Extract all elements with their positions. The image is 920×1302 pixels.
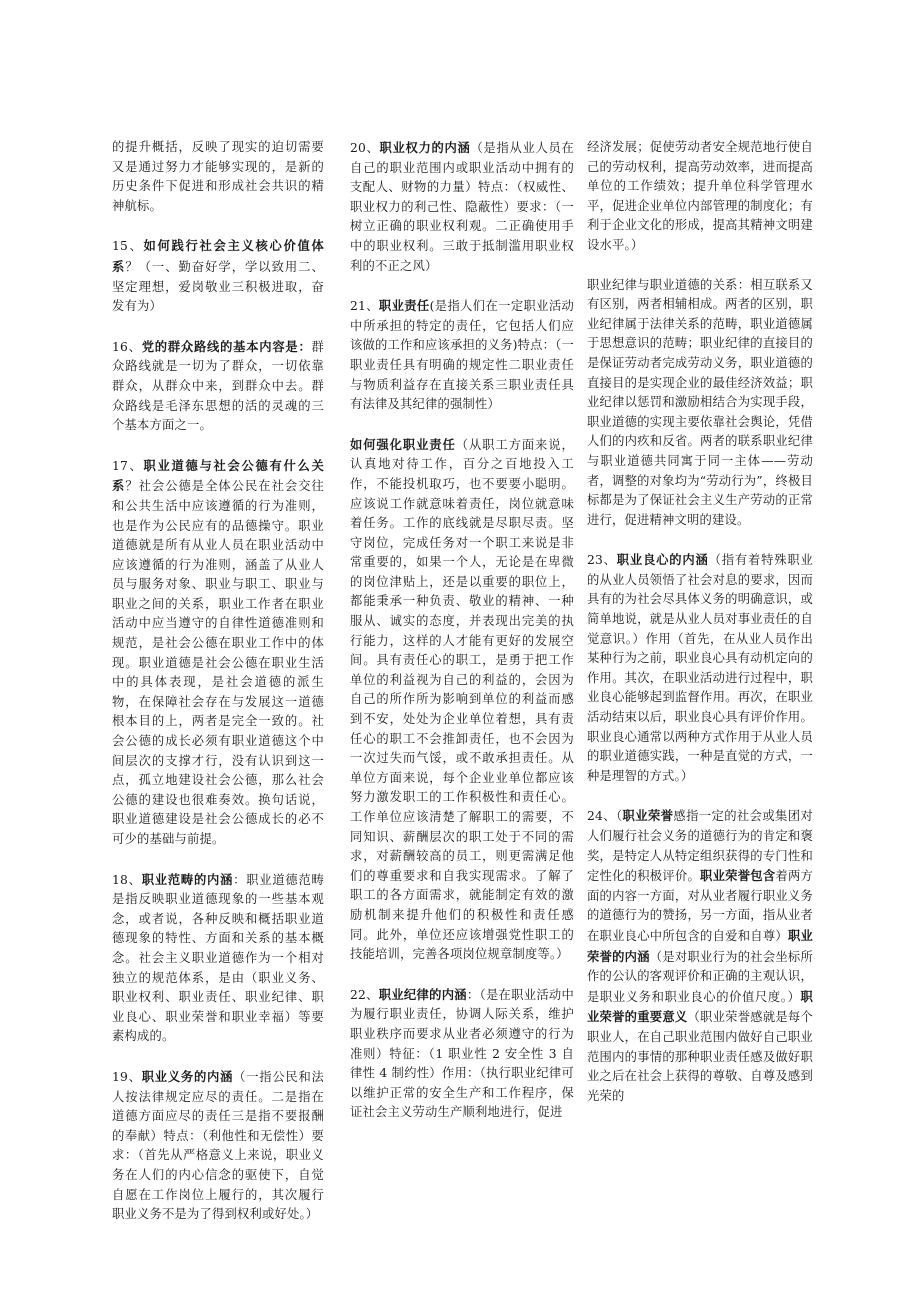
body-text: 19、 [112,1069,142,1084]
text-column-1 [112,138,324,1245]
bold-heading-text: 职业权力的内涵 [379,140,471,155]
paragraph [112,870,324,1047]
text-column-3 [587,138,813,1126]
bold-heading-text: 职业荣誉 [622,808,674,824]
body-text: 16、 [112,339,142,354]
paragraph [587,806,813,1106]
paragraph [350,435,574,965]
body-text: 经济发展；促使劳动者安全规范地行使自己的劳动权利，提高劳动效率，进而提高单位的工作绩效；提升单位科学管理水平，促进企业单位内部管理的制度化；有利于企业文化的形成，提高其精神文明建设水平。） [587,140,813,252]
paragraph [350,138,574,276]
body-text: （指有着特殊职业的从业人员领悟了社会对息的要求，因而具有的为社会尽具体义务的明确意识，或简单地说，就是从业人员对事业责任的自觉意识。）作用（首先，在从业人员作出某种行为之前，职业良心具有动机定向的作用。其次，在职业活动进行过程中，职业良心能够起到监督作用。再次，在职业活动结束以后，职业良心具有评价作用。职业良心通常以两种方式作用于从业人员的职业道德实践，一种是直觉的方式，一种是理智的方式。） [587,553,813,783]
bold-heading-text: 如何践行社会主义核心价值体系 [112,238,324,274]
paragraph [587,276,813,531]
body-text: （一指公民和法人按法律规定应尽的责任。二是指在道德方面应尽的责任三是指不要报酬的奉献）特点：（利他性和无偿性）要求：（首先从严格意义上来说，职业义务在人们的内心信念的驱使下，自觉自愿在工作岗位上履行的，其次履行职业义务不是为了得到权利或好处。） [112,1069,325,1222]
body-text: （从职工方面来说，认真地对待工作，百分之百地投入工作，不能投机取巧，也不要要小聪明。应该说工作就意味着责任，岗位就意味着任务。工作的底线就是尽职尽责。坚守岗位，完成任务对一个职工来说是非常重要的，如果一个人，无论是在卑微的岗位津贴上，还是以重要的职位上，都能秉承一种负责、敬业的精神、一种服从、诚实的态度，并表现出完美的执行能力，这样的人才能有更好的发展空间。具有责任心的职工，是勇于把工作单位的利益视为自己的利益的，会因为自己的所作所为影响到单位的利益而感到不安，处处为企业单位着想，具有责任心的职工不会推卸责任，也不会因为一次过失而气馁，或不敢承担责任。从单位方面来说，每个企业业单位都应该努力激发职工的工作积极性和责任心。工作单位应该清楚了解职工的需要，不同知识、薪酬层次的职工处于不同的需求，对薪酬较高的员工，则更需满足他们的尊重要求和自我实现需求。了解了职工的各方面需求，就能制定有效的激励机制来提升他们的积极性和责任感同。此外，单位还应该增强党性职工的技能培训，完善各项岗位规章制度等。） [350,437,574,962]
body-text: 职业纪律与职业道德的关系：相互联系又有区别，两者相辅相成。两者的区别，职业纪律属于法律关系的范畴，职业道德属于思想意识的范畴；职业纪律的直接目的是保证劳动者完成劳动义务，职业道德的直接目的是实现企业的最佳经济效益；职业纪律以惩罚和激励相结合为实现手段，职业道德的实现主要依靠社会舆论，凭借人们的内疚和反省。两者的联系职业纪律与职业道德共同寓于同一主体——劳动者，调整的对象均为“劳动行为”，终极目标都是为了保证社会主义生产劳动的正常进行，促进精神文明的建设。 [587,277,813,527]
body-text: 着两方面的内容一方面，对从业者履行职业义务的道德行为的赞扬，另一方面，指从业者在职业良心中所包含的自爱和自尊） [587,869,814,943]
body-text: 感指一定的社会或集团对人们履行社会义务的道德行为的肯定和褒奖，是特定人从特定组织获得的专门性和定性化的积极评价。 [587,809,813,884]
body-text: （职业荣誉感就是每个职业人，在自己职业范围内做好自己职业范围内的事情的那种职业责任感及做好职业之后在社会上获得的尊敬、自尊及感到光荣的 [587,1010,813,1103]
paragraph [350,985,574,1123]
body-text: 21、 [350,299,379,314]
body-text: 17、 [112,458,144,473]
bold-heading-text: 职业责任 [378,298,430,314]
bold-heading-text: 职业荣誉包含 [700,868,776,884]
bold-heading-text: 党的群众路线的基本内容是： [141,338,312,354]
bold-heading-text: 如何强化职业责任 [350,436,456,452]
text-column-2 [350,138,574,1143]
bold-heading-text: 职业纪律的内涵 [378,986,467,1002]
bold-heading-text: 职业良心的内涵 [616,552,709,568]
body-text: 15、 [112,239,144,254]
paragraph [350,296,574,415]
body-text: 群众路线就是一切为了群众，一切依靠群众，从群众中来，到群众中去。群众路线是毛泽东思想的活的灵魂的三个基本方面之一。 [112,339,325,433]
paragraph [112,456,324,850]
body-text: ：（是在职业活动中为履行职业责任，协调人际关系，维护职业秩序而要求从业者必须遵守的行为准则）特征：（1 职业性 2 安全性 3 自律性 4 制约性）作用：（执行职业纪律可以维护正常的安全生产和工作程序，保证社会主义劳动生产顺利地进行，促进 [350,987,575,1120]
paragraph [587,138,813,256]
body-text: （是对职业行为的社会坐标所作的公认的客观评价和正确的主观认识，是职业义务和职业良心的价值尺度。） [587,949,813,1004]
body-text: 22、 [350,987,379,1002]
body-text: ？社会公德是全体公民在社会交往和公共生活中应该遵循的行为准则，也是作为公民应有的品德操守。职业道德就是所有从业人员在职业活动中应该遵循的行为准则，涵盖了从业人员与服务对象、职业与职工、职业与职业之间的关系，职业工作者在职业活动中应当遵守的自律性道德准则和规范，是社会公德在职业工作中的体现。职业道德是社会公德在职业生活中的具体表现，是社会道德的派生物，在保障社会存在与发展这一道德根本目的上，两者是完全一致的。社会公德的成长必须有职业道德这个中间层次的支撑才行，没有认识到这一点，孤立地建设社会公德，那么社会公德的建设也很难奏效。换句话说，职业道德建设是社会公德成长的必不可少的基础与前提。 [112,479,324,846]
paragraph [587,550,813,786]
body-text: ？（一、勤奋好学，学以致用二、坚定理想，爱岗敬业三积极进取，奋发有为） [112,259,324,314]
paragraph [112,337,324,436]
body-text: 24、（ [587,809,623,824]
bold-heading-text: 职业义务的内涵 [141,1068,234,1084]
paragraph [112,236,324,316]
body-text: 23、 [587,553,617,568]
paragraph [112,1067,324,1225]
body-text: ：职业道德范畴是指反映职业道德现象的一些基本观念，或者说，各种反映和概括职业道德现象的特性、方面和关系的基本概念。社会主义职业道德作为一个相对独立的规范体系，是由（职业义务、职业权利、职业责任、职业纪律、职业良心、职业荣誉和职业幸福）等要素构成的。 [112,872,325,1044]
bold-heading-text: 职业范畴的内涵 [141,871,234,887]
body-text: 20、 [350,141,380,155]
body-text: 18、 [112,872,142,887]
body-text: （是指从业人员在自己的职业范围内或职业活动中拥有的支配人、财物的力量）特点：（权威性、职业权力的利己性、隐蔽性）要求：（一树立正确的职业权利观。二正确使用手中的职业权利。三敢于抵制滥用职业权利的不正之风） [350,141,574,273]
paragraph [112,138,324,216]
body-text: (是指人们在一定职业活动中所承担的特定的责任，它包括人们应该做的工作和应该承担的义务)特点：（一职业责任具有明确的规定性二职业责任与物质利益存在直接关系三职业责任具有法律及其纪律的强制性） [350,299,575,412]
bold-heading-text: 职业荣誉的内涵 [587,927,813,964]
bold-heading-text: 职业道德与社会公德有什么关系 [112,457,324,494]
bold-heading-text: 职业荣誉的重要意义 [587,988,813,1025]
body-text: 的提升概括，反映了现实的迫切需要又是通过努力才能够实现的，是新的历史条件下促进和形成社会共识的精神航标。 [112,140,324,213]
